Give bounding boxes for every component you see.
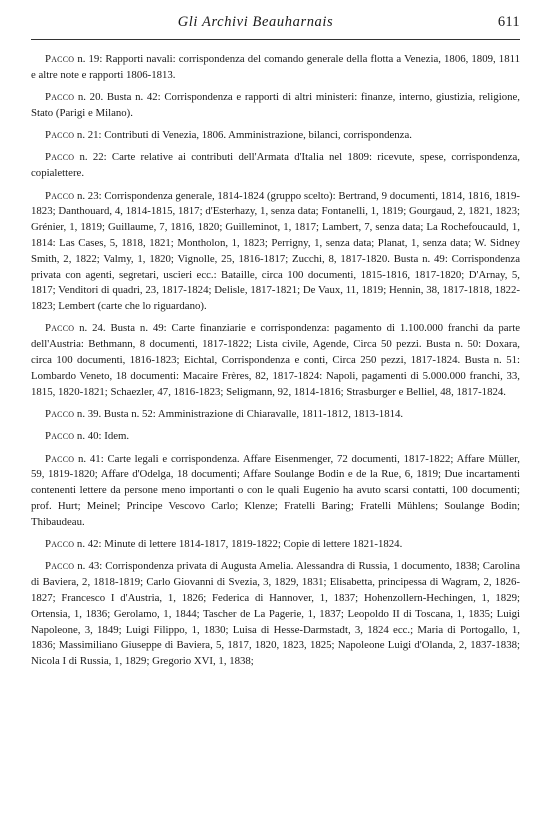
- entry-pacco-22: [31, 150, 520, 182]
- entry-pacco-41: [31, 452, 520, 531]
- entry-pacco-40: [31, 429, 520, 445]
- page-number: 611: [497, 14, 520, 30]
- entry-lead: Pacco: [45, 430, 75, 443]
- entry-text: n. 20. Busta n. 42: Corrispondenza e rapporti di altri ministeri: finanze, interno, giustizia, religione, Stato (Parigi e Milano).: [31, 91, 520, 119]
- entry-text: n. 40: Idem.: [74, 430, 130, 443]
- entry-pacco-39: [31, 407, 520, 423]
- entry-lead: Pacco: [45, 538, 75, 551]
- entry-lead: Pacco: [45, 151, 75, 164]
- page-header: [31, 14, 520, 36]
- entry-lead: Pacco: [45, 189, 75, 202]
- entry-list: [31, 52, 520, 670]
- entry-pacco-24: [31, 321, 520, 400]
- running-title: Gli Archivi Beauharnais: [177, 14, 334, 30]
- entry-lead: Pacco: [45, 452, 75, 465]
- entry-lead: Pacco: [45, 560, 75, 573]
- entry-pacco-42: [31, 537, 520, 553]
- entry-text: n. 22: Carte relative ai contributi dell'Armata d'Italia nel 1809: ricevute, spese, corrispondenza, copialettere.: [31, 151, 520, 180]
- entry-text: n. 41: Carte legali e corrispondenza. Affare Eisenmenger, 72 documenti, 1817-1822; Affare Müller, 59, 1819-1820; Affare d'Odelga, 18 documenti; Affare Soulange Bodin e de la Rue, 6, 1819; Due incartamenti contenenti lettere da persone meno importanti o con le quali Eugenio ha avuto scarsi contatti, 100 documenti; prof. Hurt; Meinel; Principe Vescovo Carlo; Klenze; Fratelli Baring; Fratelli Mühlens; Soulange Bodin; Thibaudeau.: [31, 452, 520, 528]
- entry-pacco-43: [31, 559, 520, 670]
- entry-text: n. 23: Corrispondenza generale, 1814-1824 (gruppo scelto): Bertrand, 9 documenti, 1814, 1816, 1819-1823; Danthouard, 4, 1814-1815, 1817; d'Esterhazy, 1, senza data; Fontanelli, 1, 1819; Gourgaud, 2, 1821, 1823; Grénier, 1, 1819; Guillaume, 7, 1816, 1820; Guilleminot, 1, 1817; Lambert, 7, senza data; La Rochefoucauld, 1, 1814: Las Cases, 5, 1818, 1821; Montholon, 1, 1823; Perrigny, 1, senza data; Planat, 1, senza data; W. Sidney Smith, 2, 1822; Valmy, 1, 1820; Vignolle, 25, 1816-1817; Zucchi, 8, 1817-1820. Busta n. 49: Corrispondenza privata con agenti, segretari, uscieri ecc.: Bataille, circa 100 documenti, 1815-1816, 1817-1820; D'Arnay, 5, 1817; Venditori di quadri, 23, 1817-1824; Delisle, 1817-1821; De Vaux, 11, 1819; Hennin, 38, 1817-1818, 1822-1823; Lembert (carte che lo riguardano).: [31, 189, 520, 313]
- entry-text: n. 21: Contributi di Venezia, 1806. Amministrazione, bilanci, corrispondenza.: [74, 129, 412, 142]
- entry-lead: Pacco: [45, 407, 75, 420]
- entry-text: n. 39. Busta n. 52: Amministrazione di Chiaravalle, 1811-1812, 1813-1814.: [74, 407, 404, 420]
- entry-text: n. 24. Busta n. 49: Carte finanziarie e corrispondenza: pagamento di 1.100.000 franchi da parte dell'Austria: Bethmann, 8 documenti, 1817-1822; Lista civile, Agende, Circa 50 pezzi. Busta n. 50: Doxara, circa 100 documenti, 1816-1823; Eichtal, Corrispondenza e conti, Circa 250 pezzi, 1817-1824. Busta n. 51: Lombardo Veneto, 18 documenti: Macaire Frères, 82, 1817-1824: Napoli, pagamenti di 5.000.000 franchi, 33, 1815, 1820-1821; Schaezler, 47, 1816-1823; Seligmann, 92, 1814-1816; Strasburger e Belliel, 48, 1817-1824.: [31, 322, 520, 398]
- entry-text: n. 19: Rapporti navali: corrispondenza del comando generale della flotta a Venezia, 1806, 1809, 1811 e altre note e rapporti 1806-1813.: [31, 53, 520, 81]
- header-rule: [31, 39, 520, 40]
- entry-text: n. 42: Minute di lettere 1814-1817, 1819-1822; Copie di lettere 1821-1824.: [74, 538, 403, 551]
- entry-lead: Pacco: [45, 129, 75, 142]
- entry-pacco-23: [31, 189, 520, 315]
- entry-pacco-20: [31, 90, 520, 122]
- entry-lead: Pacco: [45, 322, 75, 335]
- entry-lead: Pacco: [45, 91, 75, 104]
- entry-lead: Pacco: [45, 53, 75, 65]
- entry-pacco-21: [31, 128, 520, 144]
- entry-text: n. 43: Corrispondenza privata di Augusta Amelia. Alessandra di Russia, 1 documento, 1838; Carolina di Baviera, 2, 1818-1819; Carlo Giovanni di Svezia, 3, 1829, 1831; Elisabetta, principessa di Wagram, 2, 1826-1827; Francesco I d'Austria, 1, 1826; Federica di Hannover, 1, 1837; Hohenzollern-Hechingen, 1, 1829; Ortensia, 1, 1836; Gerolamo, 1, 1844; Tascher de La Pagerie, 1, 1837; Leopoldo II di Toscana, 1, 1835; Luigi Napoleone, 3, 1849; Luigi Filippo, 1, 1830; Luisa di Hesse-Darmstadt, 3, 1824 ecc.; Maria di Portogallo, 1, 1836; Massimiliano Giuseppe di Baviera, 5, 1817, 1820, 1823, 1825; Napoleone Luigi d'Olanda, 2, 1837-1838; Nicola I di Russia, 1, 1829; Gregorio XVI, 1, 1838;: [31, 560, 520, 668]
- entry-pacco-19: [31, 52, 520, 84]
